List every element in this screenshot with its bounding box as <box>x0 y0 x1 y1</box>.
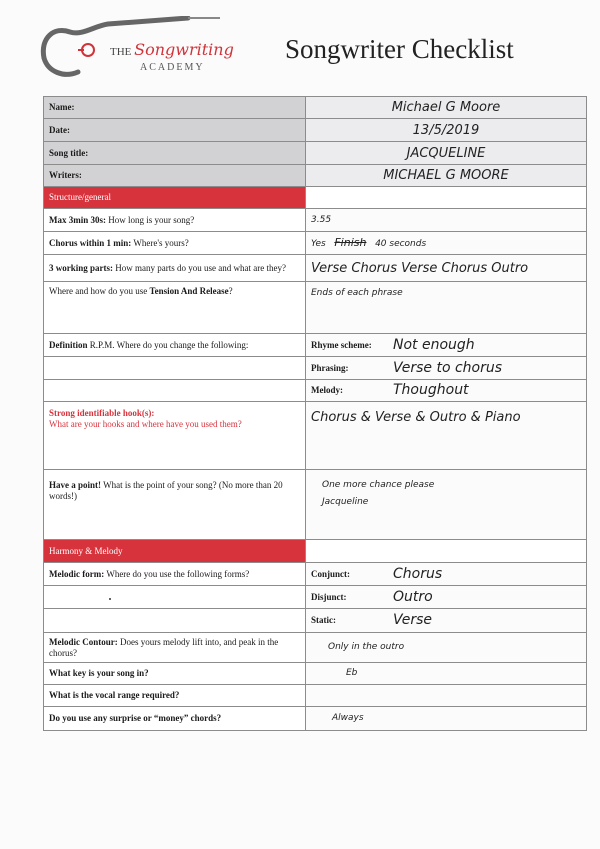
static-label: Static: <box>311 615 336 625</box>
chorus-question: Chorus within 1 min: Where's yours? <box>44 232 306 255</box>
melody-blank <box>44 380 306 402</box>
song-title-label: Song title: <box>44 142 306 165</box>
tension-row <box>44 282 587 334</box>
writers-label: Writers: <box>44 165 306 187</box>
structure-section-blank <box>306 187 587 209</box>
phrasing-blank <box>44 357 306 380</box>
date-value[interactable]: 13/5/2019 <box>306 119 587 142</box>
range-row <box>44 685 587 707</box>
melody-row <box>44 380 587 402</box>
point-row <box>44 470 587 540</box>
static-cell[interactable] <box>306 609 587 633</box>
key-question: What key is your song in? <box>44 663 306 685</box>
contour-question: Melodic Contour: Does yours melody lift into, and peak in the chorus? <box>44 633 306 663</box>
static-row <box>44 609 587 633</box>
melody-label: Melody: <box>311 385 343 395</box>
phrasing-cell[interactable] <box>306 357 587 380</box>
harmony-section-header: Harmony & Melody <box>44 540 306 563</box>
melody-cell[interactable] <box>306 380 587 402</box>
conjunct-label: Conjunct: <box>311 568 351 579</box>
working-parts-answer[interactable]: Verse Chorus Verse Chorus Outro <box>306 255 587 282</box>
conjunct-row <box>44 563 587 586</box>
name-label: Name: <box>44 97 306 119</box>
melody-value: Thoughout <box>393 382 469 398</box>
conjunct-cell[interactable] <box>306 563 587 586</box>
song-title-value[interactable]: JACQUELINE <box>306 142 587 165</box>
definition-question: Definition R.P.M. Where do you change the following: <box>44 334 306 357</box>
contour-answer[interactable]: Only in the outro <box>306 633 587 663</box>
logo-the: THE <box>110 46 132 58</box>
range-answer[interactable] <box>306 685 587 707</box>
hooks-answer[interactable]: Chorus & Verse & Outro & Piano <box>306 402 587 470</box>
songwriting-academy-logo <box>38 16 234 82</box>
page-title: Songwriter Checklist <box>285 34 514 64</box>
harmony-section-row <box>44 540 587 563</box>
checklist-table <box>43 96 587 731</box>
date-row <box>44 119 587 142</box>
point-question: Have a point! What is the point of your song? (No more than 20 words!) <box>44 470 306 540</box>
disjunct-label: Disjunct: <box>311 591 347 602</box>
rhyme-scheme-value: Not enough <box>393 336 475 353</box>
conjunct-value: Chorus <box>393 565 443 582</box>
max-length-question: Max 3min 30s: How long is your song? <box>44 209 306 232</box>
static-value: Verse <box>393 612 433 628</box>
surprise-row <box>44 707 587 731</box>
max-length-answer[interactable]: 3.55 <box>306 209 587 232</box>
structure-section-row <box>44 187 587 209</box>
disjunct-value: Outro <box>393 588 433 605</box>
working-parts-row <box>44 255 587 282</box>
date-label: Date: <box>44 119 306 142</box>
hooks-question: Strong identifiable hook(s): What are your hooks and where have you used them? <box>44 402 306 470</box>
tension-answer[interactable]: Ends of each phrase <box>306 282 587 334</box>
phrasing-value: Verse to chorus <box>393 359 503 376</box>
melodic-form-question: Melodic form: Where do you use the following forms? <box>44 563 306 586</box>
writers-value[interactable]: MICHAEL G MOORE <box>306 165 587 187</box>
harmony-section-blank <box>306 540 587 563</box>
rhyme-scheme-label: Rhyme scheme: <box>311 339 372 350</box>
phrasing-label: Phrasing: <box>311 362 349 373</box>
working-parts-question: 3 working parts: How many parts do you use and what are they? <box>44 255 306 282</box>
hooks-row <box>44 402 587 470</box>
phrasing-row <box>44 357 587 380</box>
disjunct-blank <box>44 586 306 609</box>
writers-row <box>44 165 587 187</box>
chorus-row <box>44 232 587 255</box>
range-question: What is the vocal range required? <box>44 685 306 707</box>
key-answer[interactable]: Eb <box>306 663 587 685</box>
structure-section-header: Structure/general <box>44 187 306 209</box>
tension-question: Where and how do you use Tension And Release? <box>44 282 306 334</box>
contour-row <box>44 633 587 663</box>
surprise-answer[interactable]: Always <box>306 707 587 731</box>
key-row <box>44 663 587 685</box>
chorus-answer[interactable]: Yes Finish 40 seconds <box>306 232 587 255</box>
definition-row <box>44 334 587 357</box>
surprise-question: Do you use any surprise or “money” chords? <box>44 707 306 731</box>
name-row <box>44 97 587 119</box>
disjunct-row <box>44 586 587 609</box>
static-blank <box>44 609 306 633</box>
logo-academy: ACADEMY <box>140 62 205 73</box>
stray-dot <box>109 598 111 600</box>
rhyme-scheme-cell[interactable] <box>306 334 587 357</box>
logo-wordmark <box>110 40 234 73</box>
max-length-row <box>44 209 587 232</box>
point-answer[interactable]: One more chance please Jacqueline <box>306 470 587 540</box>
chorus-struck-word: Finish <box>334 235 367 249</box>
name-value[interactable]: Michael G Moore <box>306 97 587 119</box>
page-header <box>0 0 600 90</box>
disjunct-cell[interactable] <box>306 586 587 609</box>
logo-songwriting: Songwriting <box>134 40 234 59</box>
song-title-row <box>44 142 587 165</box>
